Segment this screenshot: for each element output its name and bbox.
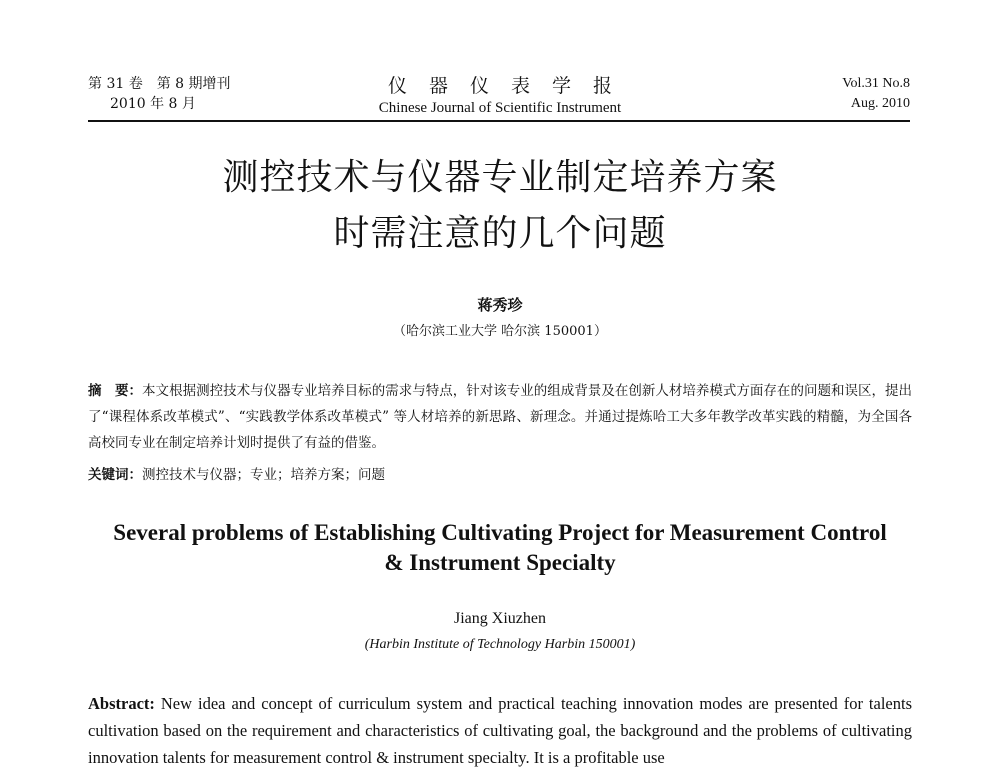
affiliation-cn: （哈尔滨工业大学 哈尔滨 150001） [393, 324, 607, 339]
header-rule [88, 120, 910, 122]
paper-title-cn [0, 150, 1000, 262]
abstract-cn-label: 摘 要： [88, 383, 143, 399]
keywords-cn-text: 测控技术与仪器；专业；培养方案；问题 [142, 467, 385, 483]
journal-volume-info-en [842, 74, 910, 114]
abstract-en-text: New idea and concept of curriculum system and practical teaching innovation modes are presented for talents cultivation based on the requirement and characteristics of cultivating goal, the background and the problems of cultivating innovation talents for measurement control & instrument specialty. It is a profitable use [88, 694, 912, 767]
volume-issue-en: Vol.31 No.8 [842, 76, 910, 91]
paper-title-cn-line1: 测控技术与仪器专业制定培养方案 [222, 157, 778, 198]
paper-title-en [0, 518, 1000, 578]
abstract-cn [88, 378, 912, 456]
author-cn: 蒋秀珍 [477, 296, 523, 314]
journal-name-cn: 仪器仪表学报 [387, 75, 634, 97]
publication-date-en: Aug. 2010 [850, 96, 910, 111]
affiliation-en: (Harbin Institute of Technology Harbin 150001) [364, 637, 636, 652]
author-en: Jiang Xiuzhen [454, 610, 546, 627]
paper-title-cn-line2: 时需注意的几个问题 [333, 213, 667, 254]
paper-title-en-line1: Several problems of Establishing Cultivating Project for Measurement Control [113, 520, 887, 545]
journal-volume-info [88, 74, 231, 114]
keywords-cn [88, 462, 912, 488]
abstract-en-label: Abstract: [88, 694, 155, 713]
abstract-cn-text: 本文根据测控技术与仪器专业培养目标的需求与特点，针对该专业的组成背景及在创新人材培养模式方面存在的问题和误区，提出了“课程体系改革模式”、“实践教学体系改革模式” 等人材培养的新思路、新理念。并通过提炼哈工大多年教学改革实践的精髓，为全国各高校同专业在制定培养计划时提供了有益的借鉴。 [88, 383, 913, 451]
paper-title-en-line2: & Instrument Specialty [384, 550, 616, 575]
publication-date-cn: 2010 年 8 月 [110, 96, 196, 112]
journal-name-en: Chinese Journal of Scientific Instrument [378, 100, 622, 116]
keywords-cn-label: 关键词： [88, 467, 142, 483]
volume-issue: 第 31 卷 第 8 期增刊 [88, 76, 231, 92]
abstract-en [88, 690, 912, 771]
